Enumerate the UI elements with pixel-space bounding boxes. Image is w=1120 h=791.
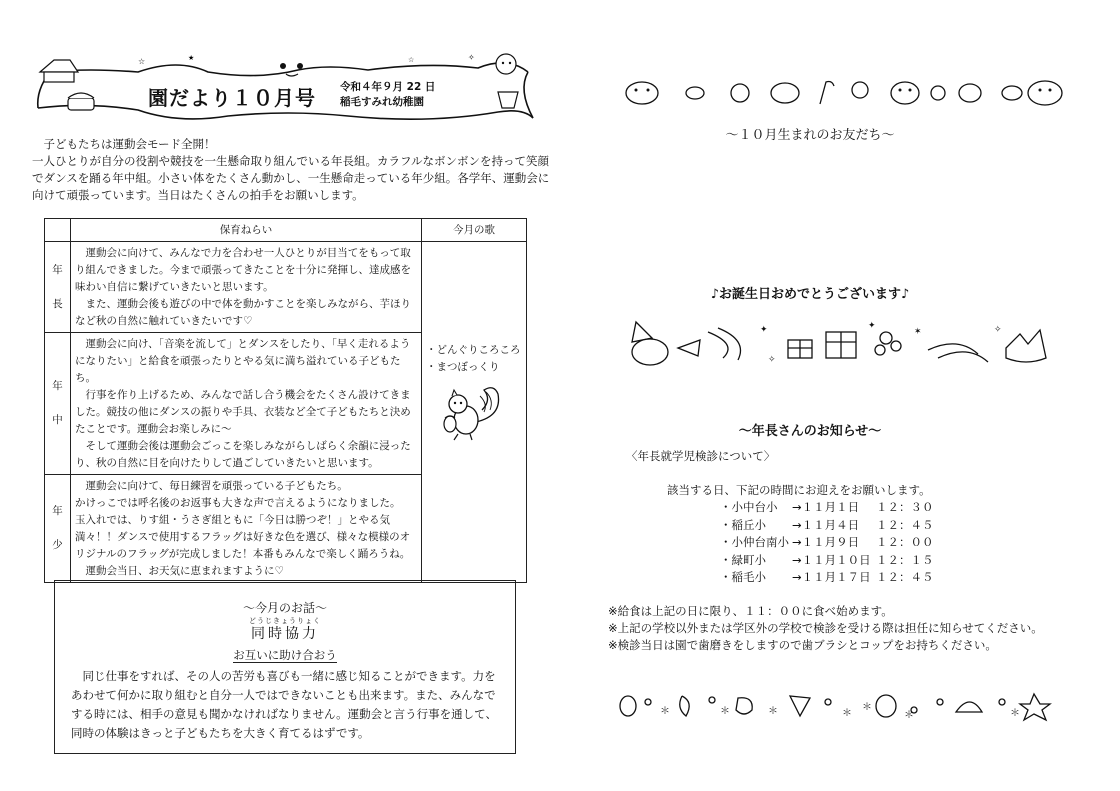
svg-text:✧: ✧: [994, 325, 1002, 335]
schedule-intro: 該当する日、下記の時間にお迎えをお願いします。: [667, 483, 931, 497]
svg-text:✶: ✶: [914, 327, 922, 337]
schedule-row: ・稲丘小 →１１月４日 １２：４５: [720, 517, 934, 532]
song-item: ・まつぼっくり: [426, 361, 500, 373]
page-title: 園だより１０月号: [148, 86, 316, 110]
grade-label: 年 長: [45, 242, 71, 333]
story-subtitle: お互いに助け合おう: [233, 648, 337, 662]
congrats-heading: ♪お誕生日おめでとうございます♪: [710, 287, 910, 302]
table-row: [45, 242, 527, 333]
table-header-blank: [45, 219, 71, 242]
intro-line: 子どもたちは運動会モード全開！: [32, 137, 216, 151]
schedule-row: ・稲毛小 →１１月１７日 １２：４５: [720, 570, 934, 584]
story-word: 同時協力: [251, 626, 319, 642]
school-name: 稲毛すみれ幼稚園: [340, 96, 424, 108]
senior-heading: ～年長さんのお知らせ～: [738, 424, 882, 439]
autumn-leaves-border-icon: [614, 688, 1064, 722]
song-item: ・どんぐりころころ: [426, 344, 521, 356]
notes: [608, 603, 1043, 654]
note-line: ※検診当日は園で歯磨きをしますので歯ブラシとコップをお持ちください。: [608, 638, 997, 652]
issue-date: 令和４年９月 22 日: [340, 81, 436, 93]
squirrel-icon: [436, 382, 506, 442]
svg-text:☆: ☆: [138, 57, 146, 66]
story-box: [54, 580, 516, 754]
story-ruby: どうじきょうりょく: [249, 617, 321, 625]
svg-text:＊: ＊: [842, 708, 852, 719]
birthday-heading: ～１０月生まれのお友だち～: [725, 128, 895, 143]
story-title: ～今月のお話～: [242, 601, 327, 615]
schedule-row: ・小中台小 →１１月１日 １２：３０: [720, 500, 934, 514]
intro-text: [32, 136, 552, 204]
checkup-schedule: [720, 499, 934, 587]
table-header-song: 今月の歌: [422, 219, 527, 242]
svg-text:＊: ＊: [904, 710, 914, 721]
halloween-border-icon: [620, 78, 1070, 108]
goal-text: 運動会に向け、「音楽を流して」とダンスをしたり、「早く走れるようになりたい」と給食を頑張ったりとやる気に満ち溢れている子どもたち。 行事を作り上げるため、みんなで話し合う機会をたくさん設けてきました。競技の他にダンスの振りや手具、衣装など全て子どもたちと決めたことです。運動会お楽しみに～ そして運動会後は運動会ごっこを楽しみながらしばらく余韻に浸ったり、秋の自然に目を向けたりして過ごしていきたいと思います。: [71, 333, 422, 475]
goal-text: 運動会に向けて、毎日練習を頑張っている子どもたち。 かけっこでは呼名後のお返事も大きな声で言えるようになりました。 玉入れでは、りす組・うさぎ組ともに「今日は勝つぞ！」とやる気満々！！ダンスで使用するフラッグは好きな色を選び、様々な模様のオリジナルのフラッグが完成しました！本番もみんなで楽しく踊ろうね。 運動会当日、お天気に恵まれますように♡: [71, 475, 422, 583]
svg-text:✧: ✧: [768, 355, 776, 365]
note-line: ※給食は上記の日に限り、１１：００に食べ始めます。: [608, 604, 893, 618]
svg-text:＊: ＊: [768, 706, 778, 717]
svg-text:☆: ☆: [408, 56, 415, 64]
svg-text:✦: ✦: [760, 325, 768, 335]
grade-label: 年 少: [45, 475, 71, 583]
svg-text:✦: ✦: [868, 321, 876, 331]
story-body: 同じ仕事をすれば、その人の苦労も喜びも一緒に感じ知ることができます。力をあわせて何かに取り組むと自分一人ではできないことも出来ます。また、みんなでする時には、相手の意見も聞かなければなりません。運動会と言う行事を通して、同時の体験はきっと子どもたちを大きく育てるはずです。: [71, 669, 497, 740]
goal-text: 運動会に向けて、みんなで力を合わせ一人ひとりが目当てをもって取り組んできました。今まで頑張ってきたことを十分に発揮し、達成感を味わい自信に繋げていきたいと思います。 また、運動会後も遊びの中で体を動かすことを楽しみながら、芋ほりなど秋の自然に触れていきたいです♡: [71, 242, 422, 333]
svg-text:＊: ＊: [660, 706, 670, 717]
birthday-party-border-icon: [628, 318, 1068, 370]
svg-text:★: ★: [188, 54, 195, 62]
svg-text:＊: ＊: [720, 706, 730, 717]
svg-text:✧: ✧: [468, 53, 475, 62]
songs-cell: [422, 242, 527, 583]
schedule-row: ・緑町小 →１１月１０日 １２：１５: [720, 552, 934, 567]
svg-text:＊: ＊: [862, 702, 872, 713]
checkup-subheading: 〈年長就学児検診について〉: [626, 449, 776, 463]
table-header-goal: 保育ねらい: [71, 219, 422, 242]
goals-table: [44, 218, 527, 583]
grade-label: 年 中: [45, 333, 71, 475]
schedule-row: ・小仲台南小 →１１月９日 １２：００: [720, 535, 934, 549]
issue-date-block: [340, 80, 435, 110]
note-line: ※上記の学校以外または学区外の学校で検診を受ける際は担任に知らせてください。: [608, 621, 1043, 635]
intro-line: 一人ひとりが自分の役割や競技を一生懸命取り組んでいる年長組。カラフルなボンボンを持って笑顔でダンスを踊る年中組。小さい体をたくさん動かし、一生懸命走っている年少組。各学年、運動会に向けて頑張っています。当日はたくさんの拍手をお願いします。: [32, 154, 550, 202]
svg-text:＊: ＊: [1010, 708, 1020, 719]
